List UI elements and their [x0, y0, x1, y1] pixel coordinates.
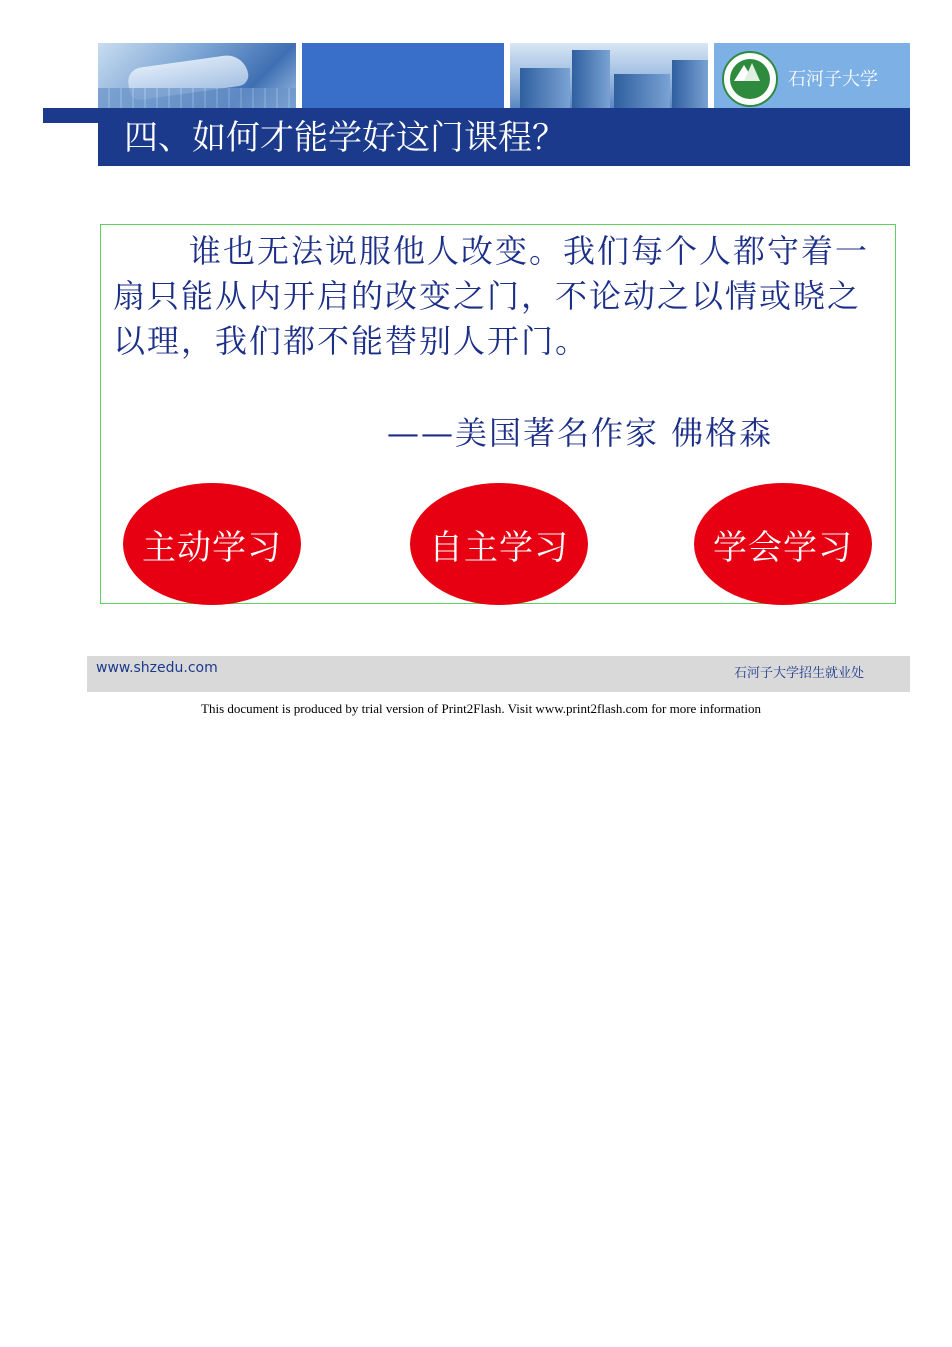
seal-mountain — [744, 63, 760, 81]
banner-blue-panel — [302, 43, 504, 108]
title-accent-bar — [43, 108, 98, 123]
footer-website: www.shzedu.com — [96, 660, 218, 676]
keyboard-shape — [98, 88, 296, 108]
trial-notice: This document is produced by trial version of Print2Flash. Visit www.print2flash.com for more information — [201, 701, 761, 716]
building-shape — [614, 74, 670, 108]
banner-logo-panel — [714, 43, 910, 108]
university-seal-icon — [722, 51, 778, 107]
building-shape — [672, 60, 708, 108]
quote-text: 谁也无法说服他人改变。我们每个人都守着一扇只能从内开启的改变之门，不论动之以情或晓之以理，我们都不能替别人开门。 — [113, 232, 870, 360]
content-box — [100, 224, 896, 604]
building-shape — [520, 68, 570, 108]
footer-office: 石河子大学招生就业处 — [733, 666, 864, 681]
quote-author: ——美国著名作家 佛格森 — [387, 414, 774, 452]
university-name: 石河子大学 — [788, 69, 878, 90]
footer-bar — [87, 656, 910, 692]
oval-learning-to-learn: 学会学习 — [694, 483, 872, 605]
oval-active-learning: 主动学习 — [123, 483, 301, 605]
header-banner — [98, 43, 910, 108]
banner-photo-buildings — [510, 43, 708, 108]
building-shape — [572, 50, 610, 108]
slide-title: 四、如何才能学好这门课程？ — [124, 118, 566, 158]
banner-photo-hands — [98, 43, 296, 108]
oval-self-directed-learning: 自主学习 — [410, 483, 588, 605]
title-bar — [98, 108, 910, 166]
